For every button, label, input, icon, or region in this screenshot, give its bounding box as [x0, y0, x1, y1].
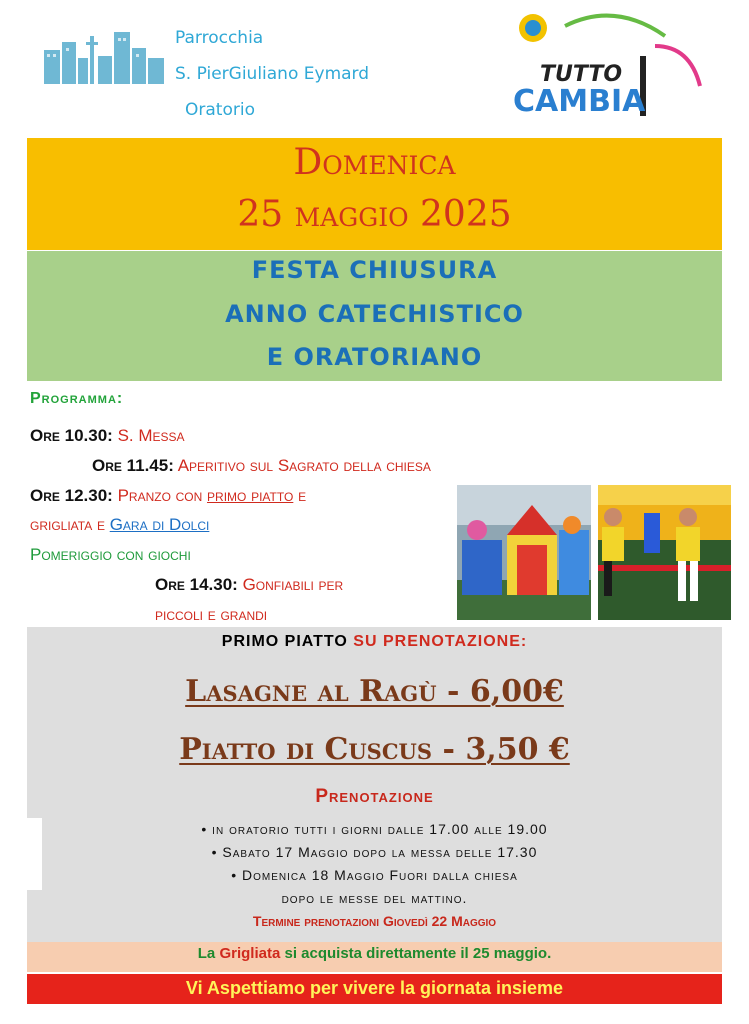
- human-foosball-photo: [598, 485, 731, 620]
- booking-bullet: • Domenica 18 Maggio Fuori dalla chiesa: [231, 867, 518, 883]
- parish-logo: [42, 28, 166, 86]
- dish-cuscus: [27, 732, 722, 767]
- program-text: grigliata e: [30, 515, 105, 534]
- event-date: 25 maggio 2025: [237, 194, 512, 235]
- booking-bullet: • Sabato 17 Maggio dopo la messa delle 17.30: [211, 844, 538, 860]
- program-text: Pranzo con: [117, 486, 203, 505]
- brand-word-cambia: CAMBIA: [513, 84, 646, 119]
- parish-name-line-1: Parrocchia: [175, 28, 264, 48]
- program-item-aperitif: [92, 456, 431, 476]
- grill-text: si acquista direttamente il 25 maggio.: [284, 945, 552, 962]
- program-item-mass: [30, 426, 185, 446]
- program-time: Ore 14.30:: [155, 575, 238, 594]
- parish-name-line-3: Oratorio: [185, 100, 255, 120]
- booking-bullet: dopo le messe del mattino.: [281, 890, 468, 906]
- grill-highlight: Grigliata: [219, 945, 281, 962]
- dish-text: Lasagne al Ragù - 6,00€: [185, 674, 564, 709]
- program-time: Ore 12.30:: [30, 486, 113, 505]
- program-text: e: [298, 486, 307, 505]
- grill-note: [27, 945, 722, 962]
- closing-message: Vi Aspettiamo per vivere la giornata insieme: [185, 978, 564, 998]
- tutto-cambia-logo: [505, 6, 710, 126]
- brand-word-tutto: TUTTO: [540, 62, 623, 87]
- festival-title-line-3: E ORATORIANO: [266, 343, 483, 371]
- inflatables-photo: [457, 485, 591, 620]
- program-item-inflatables-cont: piccoli e grandi: [155, 605, 268, 624]
- primo-piatto-label: PRIMO PIATTO: [221, 633, 348, 650]
- primo-piatto-heading: [27, 633, 722, 651]
- booking-title: Prenotazione: [315, 786, 434, 807]
- program-text: Aperitivo sul Sagrato della chiesa: [177, 456, 431, 475]
- program-text: primo piatto: [207, 486, 294, 505]
- program-text: S. Messa: [117, 426, 185, 445]
- program-time: Ore 11.45:: [92, 456, 174, 475]
- festival-title-line-2: ANNO CATECHISTICO: [225, 300, 524, 328]
- dish-lasagne: [27, 674, 722, 709]
- booking-bullet: • in oratorio tutti i giorni dalle 17.00 alle 19.00: [201, 821, 548, 837]
- parish-name-line-2: S. PierGiuliano Eymard: [175, 64, 370, 84]
- su-prenotazione-label: SU PRENOTAZIONE:: [353, 633, 528, 650]
- grill-text: La: [197, 945, 216, 962]
- festival-title-line-1: FESTA CHIUSURA: [251, 256, 498, 284]
- program-item-afternoon: Pomeriggio con giochi: [30, 545, 191, 564]
- program-item-inflatables: [155, 575, 343, 595]
- program-item-lunch: [30, 486, 306, 506]
- program-text: Gara di Dolci: [109, 515, 210, 534]
- event-day: Domenica: [293, 142, 456, 183]
- program-heading: Programma:: [30, 390, 124, 407]
- program-text: Gonfiabili per: [242, 575, 344, 594]
- program-item-lunch-cont: [30, 515, 209, 535]
- program-time: Ore 10.30:: [30, 426, 113, 445]
- booking-deadline: Termine prenotazioni Giovedì 22 Maggio: [252, 913, 497, 929]
- dish-text: Piatto di Cuscus - 3,50 €: [179, 732, 570, 767]
